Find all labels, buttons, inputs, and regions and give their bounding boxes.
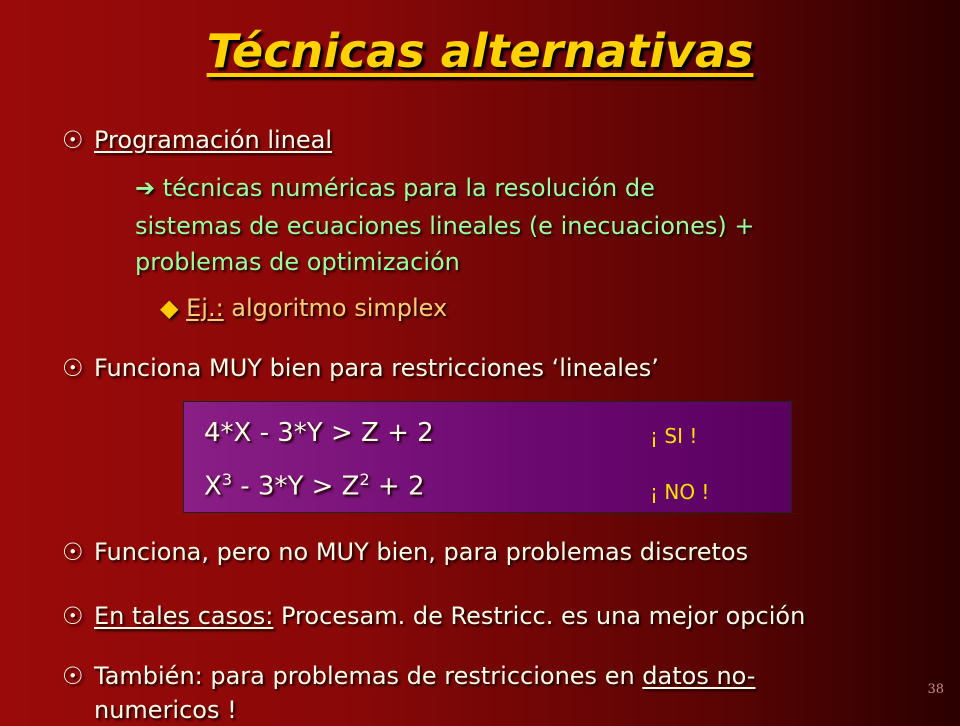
example-label: Ej.: — [186, 294, 224, 322]
bullet-tambien — [62, 660, 755, 692]
bullet-text: También: para problemas de restricciones en — [94, 662, 643, 690]
bullet-en-tales-casos — [62, 600, 805, 632]
eq2-exponent-1: 3 — [221, 470, 232, 489]
diamond-icon: ◆ — [160, 294, 179, 322]
bullet-underlined-text: datos no- — [642, 662, 756, 690]
bullet-text: Programación lineal — [94, 126, 333, 154]
bullet-tambien-line2: numericos ! — [94, 696, 237, 724]
bullet-icon: ☉ — [62, 538, 84, 566]
arrow-icon: ➔ — [135, 174, 156, 202]
bullet-label: En tales casos: — [94, 602, 274, 630]
verdict-si: ¡ SI ! — [650, 424, 698, 448]
equations-box — [183, 401, 792, 513]
eq2-part-c: + 2 — [369, 471, 425, 502]
sub-bullet-line3: problemas de optimización — [135, 248, 460, 276]
bullet-problemas-discretos — [62, 536, 748, 568]
bullet-icon: ☉ — [62, 126, 84, 154]
sub-bullet-tecnicas — [135, 172, 655, 204]
bullet-text: Funciona, pero no MUY bien, para problemas discretos — [94, 538, 749, 566]
bullet-icon: ☉ — [62, 662, 84, 690]
eq2-part-b: - 3*Y > Z — [232, 471, 360, 502]
verdict-no: ¡ NO ! — [650, 480, 710, 504]
bullet-programacion-lineal — [62, 124, 332, 156]
bullet-icon: ☉ — [62, 602, 84, 630]
bullet-funciona-muy-bien — [62, 352, 659, 384]
bullet-text: Procesam. de Restricc. es una mejor opción — [273, 602, 806, 630]
slide-title: Técnicas alternativas — [206, 24, 754, 78]
equation-1: 4*X - 3*Y > Z + 2 — [204, 418, 434, 448]
bullet-icon: ☉ — [62, 354, 84, 382]
sub-bullet-line2: sistemas de ecuaciones lineales (e inecuaciones) + — [135, 212, 755, 240]
eq2-exponent-2: 2 — [359, 470, 370, 489]
page-number: 38 — [927, 682, 944, 697]
equation-2 — [204, 470, 425, 502]
eq2-part-a: X — [204, 471, 222, 502]
sub-sub-bullet-simplex — [160, 292, 447, 324]
bullet-text: Funciona MUY bien para restricciones ‘lineales’ — [94, 354, 659, 382]
sub-bullet-line1: técnicas numéricas para la resolución de — [162, 174, 655, 202]
example-text: algoritmo simplex — [231, 294, 448, 322]
